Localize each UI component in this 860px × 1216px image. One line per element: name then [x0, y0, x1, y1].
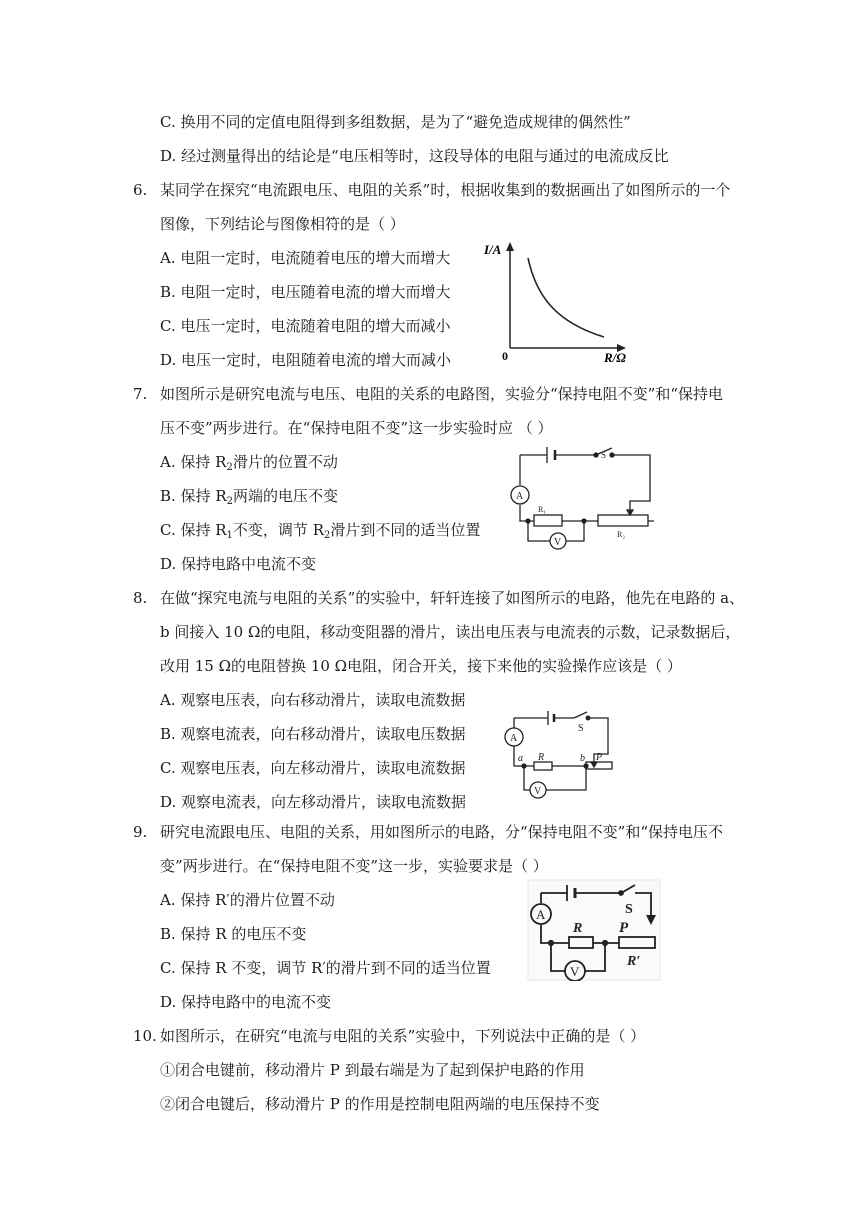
- q9-rheostat-label: R′: [627, 954, 641, 969]
- q9-switch-label: S: [625, 902, 633, 917]
- q9-voltmeter-label: V: [570, 964, 580, 979]
- q7-stem-line2: 压不变”两步进行。在“保持电阻不变”这一步实验时应 （ ）: [160, 419, 553, 437]
- q8-slider-label: P: [596, 752, 603, 763]
- q6-number: 6.: [133, 181, 148, 199]
- q9-circuit: [527, 879, 661, 981]
- q8-option-a: A. 观察电压表，向右移动滑片，读取电流数据: [160, 691, 466, 709]
- q6-option-d: D. 电压一定时，电阻随着电流的增大而减小: [160, 351, 452, 369]
- q9-option-b: B. 保持 R 的电压不变: [160, 925, 307, 943]
- q9-option-c: C. 保持 R 不变，调节 R′的滑片到不同的适当位置: [160, 959, 491, 977]
- q6-y-axis-label: I/A: [484, 242, 502, 257]
- q7-r1-label: R₁: [538, 505, 547, 514]
- q7-voltmeter-label: V: [554, 537, 562, 548]
- q6-stem-line2: 图像，下列结论与图像相符的是（ ）: [160, 215, 405, 233]
- q7-circuit: [500, 443, 660, 553]
- q8-ammeter-label: A: [510, 733, 518, 744]
- q7-stem-line1: 如图所示是研究电流与电压、电阻的关系的电路图，实验分“保持电阻不变”和“保持电: [160, 385, 724, 403]
- q10-statement-2: ②闭合电键后，移动滑片 P 的作用是控制电阻两端的电压保持不变: [160, 1095, 600, 1113]
- q10-statement-1: ①闭合电键前，移动滑片 P 到最右端是为了起到保护电路的作用: [160, 1061, 585, 1079]
- q8-number: 8.: [133, 589, 148, 607]
- q9-resistor-label: R: [573, 921, 583, 936]
- q7-option-a: A. 保持 $R_2$滑片的位置不动: [160, 453, 338, 473]
- q6-x-axis-label: R/Ω: [604, 350, 626, 365]
- q8-stem-line3: 改用 15 Ω的电阻替换 10 Ω电阻，闭合开关，接下来他的实验操作应该是（ ）: [160, 657, 682, 675]
- q8-switch-label: S: [578, 723, 584, 734]
- q8-node-b-label: b: [580, 753, 585, 764]
- q8-circuit: [498, 706, 618, 806]
- q8-node-a-label: a: [518, 753, 523, 764]
- q7-ammeter-label: A: [516, 491, 524, 502]
- q5-option-c: C. 换用不同的定值电阻得到多组数据，是为了“避免造成规律的偶然性”: [160, 113, 631, 131]
- q9-slider-label: P: [619, 920, 629, 936]
- q6-stem-line1: 某同学在探究“电流跟电压、电阻的关系”时，根据收集到的数据画出了如图所示的一个: [160, 181, 731, 199]
- q7-option-c: C. 保持 $R_1$不变，调节 $R_2$滑片到不同的适当位置: [160, 521, 481, 541]
- q5-option-d: D. 经过测量得出的结论是“电压相等时，这段导体的电阻与通过的电流成反比: [160, 147, 669, 165]
- q8-voltmeter-label: V: [534, 786, 542, 797]
- q6-option-a: A. 电阻一定时，电流随着电压的增大而增大: [160, 249, 451, 267]
- q6-option-b: B. 电阻一定时，电压随着电流的增大而增大: [160, 283, 451, 301]
- q9-option-a: A. 保持 R′的滑片位置不动: [160, 891, 335, 909]
- q6-origin-label: 0: [502, 349, 508, 363]
- q8-resistor-label: R: [538, 752, 545, 763]
- q7-option-d: D. 保持电路中电流不变: [160, 555, 317, 573]
- q9-number: 9.: [133, 823, 148, 841]
- q8-option-c: C. 观察电压表，向左移动滑片，读取电流数据: [160, 759, 466, 777]
- q7-option-b: B. 保持 $R_2$两端的电压不变: [160, 487, 339, 507]
- q7-number: 7.: [133, 385, 148, 403]
- q8-option-b: B. 观察电流表，向右移动滑片，读取电压数据: [160, 725, 466, 743]
- q6-graph: [480, 240, 630, 365]
- q9-ammeter-label: A: [536, 907, 546, 922]
- q9-stem-line1: 研究电流跟电压、电阻的关系，用如图所示的电路，分“保持电阻不变”和“保持电压不: [160, 823, 724, 841]
- q7-r2-label: R₂: [617, 530, 626, 539]
- q9-option-d: D. 保持电路中的电流不变: [160, 993, 332, 1011]
- q10-number: 10.: [133, 1027, 157, 1045]
- q7-switch-label: S: [601, 450, 607, 460]
- q8-option-d: D. 观察电流表，向左移动滑片，读取电流数据: [160, 793, 467, 811]
- q6-option-c: C. 电压一定时，电流随着电阻的增大而减小: [160, 317, 451, 335]
- inverse-curve: [528, 258, 604, 337]
- q8-stem-line2: b 间接入 10 Ω的电阻，移动变阻器的滑片，读出电压表与电流表的示数，记录数据后，: [160, 623, 741, 641]
- q10-stem-line1: 如图所示，在研究“电流与电阻的关系”实验中，下列说法中正确的是（ ）: [160, 1027, 646, 1045]
- q8-stem-line1: 在做“探究电流与电阻的关系”的实验中，轩轩连接了如图所示的电路，他先在电路的 a、: [160, 589, 745, 607]
- q9-stem-line2: 变”两步进行。在“保持电阻不变”这一步，实验要求是（ ）: [160, 857, 548, 875]
